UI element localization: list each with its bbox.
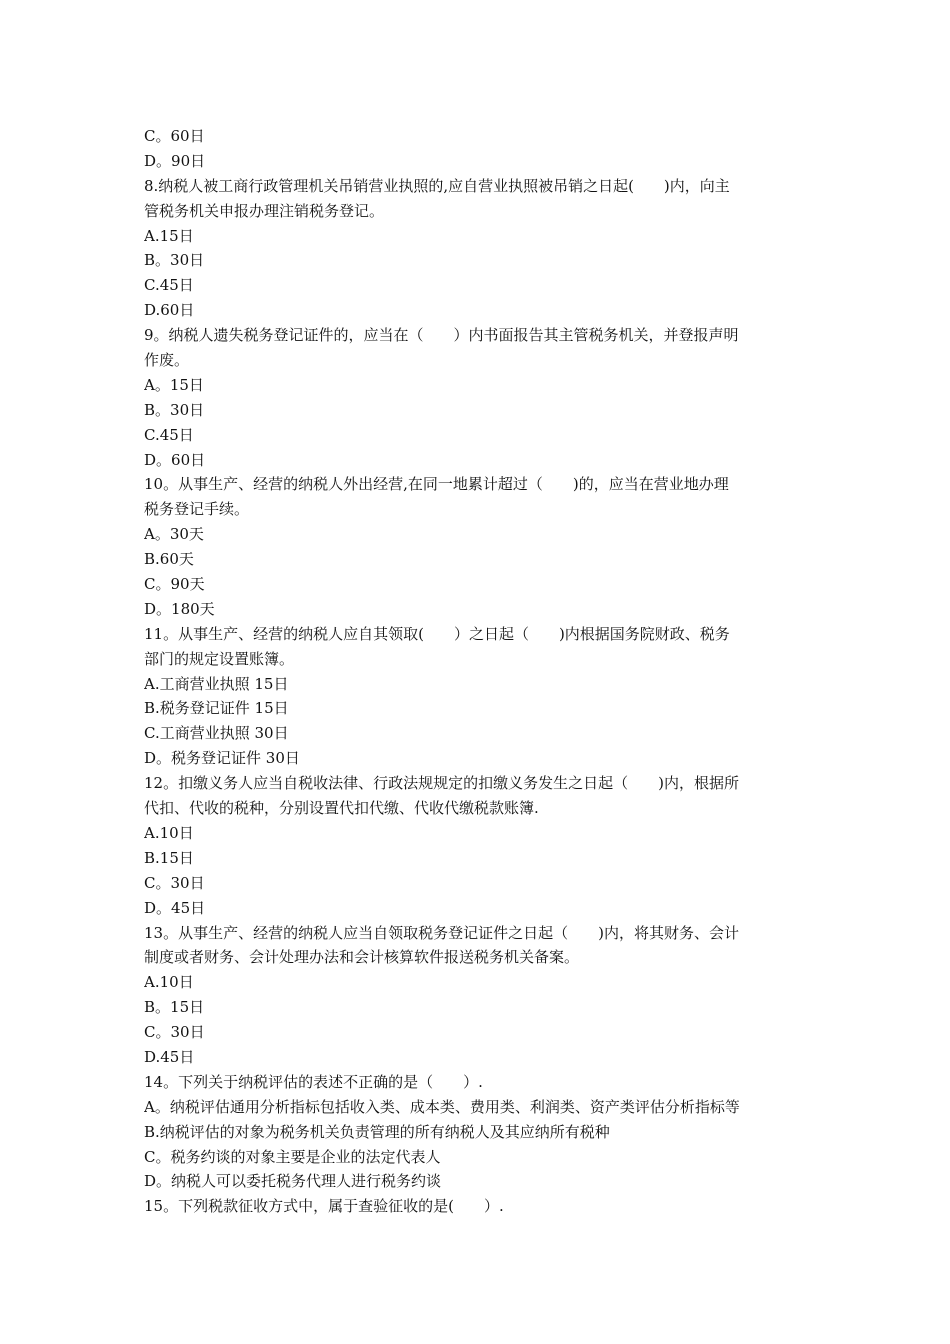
document-line: 13。从事生产、经营的纳税人应当自领取税务登记证件之日起（ )内，将其财务、会计 [144,923,739,942]
document-line: D。纳税人可以委托税务代理人进行税务约谈 [144,1172,442,1191]
document-line: D。45日 [144,898,206,917]
document-line: C。30日 [144,1023,205,1042]
document-line: A。纳税评估通用分析指标包括收入类、成本类、费用类、利润类、资产类评估分析指标等 [144,1097,740,1116]
document-line: B.60天 [144,550,194,569]
document-line: D。180天 [144,599,215,618]
document-line: A.15日 [144,226,194,245]
document-line: A.10日 [144,973,194,992]
document-line: 11。从事生产、经营的纳税人应自其领取( ）之日起（ )内根据国务院财政、税务 [144,624,730,643]
document-line: 8.纳税人被工商行政管理机关吊销营业执照的,应自营业执照被吊销之日起( )内，向主 [144,176,730,195]
document-line: C。90天 [144,575,205,594]
document-line: 制度或者财务、会计处理办法和会计核算软件报送税务机关备案。 [144,948,580,967]
document-line: D.60日 [144,301,195,320]
document-line: C.45日 [144,425,194,444]
document-line: A.10日 [144,823,194,842]
document-line: C.工商营业执照 30日 [144,724,289,743]
document-line: B。30日 [144,400,205,419]
document-line: C.45日 [144,276,194,295]
document-line: D。90日 [144,151,206,170]
document-line: 9。纳税人遗失税务登记证件的，应当在（ ）内书面报告其主管税务机关，并登报声明 [144,326,739,345]
document-line: 15。下列税款征收方式中，属于查验征收的是( ）. [144,1197,504,1216]
document-line: A。30天 [144,525,204,544]
document-line: D。税务登记证件 30日 [144,749,300,768]
document-line: B.税务登记证件 15日 [144,699,289,718]
document-line: 管税务机关申报办理注销税务登记。 [144,201,385,220]
document-line: 作废。 [144,351,190,370]
document-line: 14。下列关于纳税评估的表述不正确的是（ ）. [144,1072,483,1091]
document-line: 部门的规定设置账簿。 [144,649,295,668]
document-line: B.纳税评估的对象为税务机关负责管理的所有纳税人及其应纳所有税种 [144,1122,610,1141]
document-line: B。15日 [144,998,205,1017]
document-line: B.15日 [144,848,194,867]
document-line: 税务登记手续。 [144,500,250,519]
document-line: D。60日 [144,450,206,469]
document-line: B。30日 [144,251,205,270]
document-line: 10。从事生产、经营的纳税人外出经营,在同一地累计超过（ )的，应当在营业地办理 [144,475,729,494]
document-line: C。税务约谈的对象主要是企业的法定代表人 [144,1147,441,1166]
document-body [144,124,810,1219]
document-line: A.工商营业执照 15日 [144,674,289,693]
document-line: C。60日 [144,127,205,145]
document-line: 12。扣缴义务人应当自税收法律、行政法规规定的扣缴义务发生之日起（ )内，根据所 [144,774,739,793]
document-line: C。30日 [144,873,205,892]
document-line: D.45日 [144,1047,195,1066]
document-line: A。15日 [144,375,204,394]
document-line: 代扣、代收的税种，分别设置代扣代缴、代收代缴税款账簿. [144,799,539,818]
